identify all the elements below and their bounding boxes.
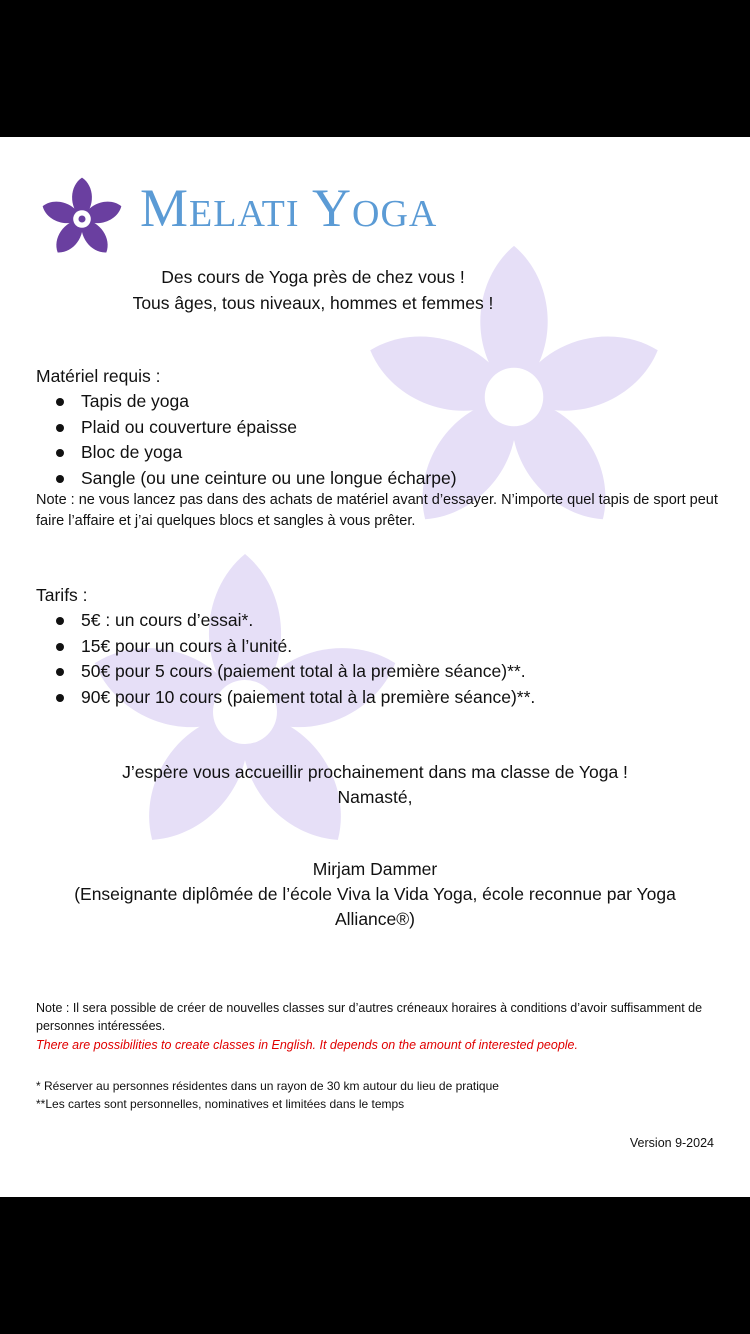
materials-section	[36, 363, 457, 491]
footnote-1: * Réserver au personnes résidentes dans un rayon de 30 km autour du lieu de pratique	[36, 1079, 499, 1093]
list-item: 50€ pour 5 cours (paiement total à la première séance)**.	[36, 659, 535, 685]
footnote-2: **Les cartes sont personnelles, nominatives et limitées dans le temps	[36, 1097, 405, 1111]
brand-title: Melati Yoga	[140, 178, 438, 238]
tagline-line-1: Des cours de Yoga près de chez vous !	[161, 267, 465, 287]
closing-message	[0, 760, 750, 810]
list-item: Sangle (ou une ceinture ou une longue écharpe)	[36, 466, 457, 492]
english-note: There are possibilities to create classes in English. It depends on the amount of interested people.	[36, 1038, 578, 1052]
list-item: Plaid ou couverture épaisse	[36, 415, 457, 441]
flyer-page	[0, 137, 750, 1197]
signature-block	[55, 857, 695, 932]
list-item: 15€ pour un cours à l’unité.	[36, 634, 535, 660]
prices-title: Tarifs :	[36, 585, 88, 605]
list-item: 90€ pour 10 cours (paiement total à la première séance)**.	[36, 685, 535, 711]
materials-title: Matériel requis :	[36, 366, 161, 386]
closing-line-2: Namasté,	[337, 787, 413, 807]
signature-name: Mirjam Dammer	[312, 859, 438, 879]
list-item: Bloc de yoga	[36, 440, 457, 466]
prices-list	[36, 608, 535, 710]
tagline-line-2: Tous âges, tous niveaux, hommes et femmes !	[132, 293, 494, 313]
prices-section	[36, 582, 535, 710]
top-black-bar	[0, 0, 750, 137]
tagline	[0, 264, 626, 316]
classes-note: Note : Il sera possible de créer de nouvelles classes sur d’autres créneaux horaires à conditions d’avoir suffisamment de personnes intéressées.	[36, 1001, 703, 1033]
list-item: 5€ : un cours d’essai*.	[36, 608, 535, 634]
materials-note: Note : ne vous lancez pas dans des achats de matériel avant d’essayer. N’importe quel tapis de sport peut faire l’affaire et j’ai quelques blocs et sangles à vous prêter.	[36, 492, 718, 529]
version-label: Version 9-2024	[629, 1136, 714, 1150]
materials-list	[36, 389, 457, 491]
list-item: Tapis de yoga	[36, 389, 457, 415]
flower-logo-icon	[38, 175, 126, 263]
closing-line-1: J’espère vous accueillir prochainement dans ma classe de Yoga !	[122, 762, 628, 782]
bottom-black-bar	[0, 1197, 750, 1334]
signature-credentials: (Enseignante diplômée de l’école Viva la Vida Yoga, école reconnue par Yoga Alliance®)	[74, 884, 676, 929]
